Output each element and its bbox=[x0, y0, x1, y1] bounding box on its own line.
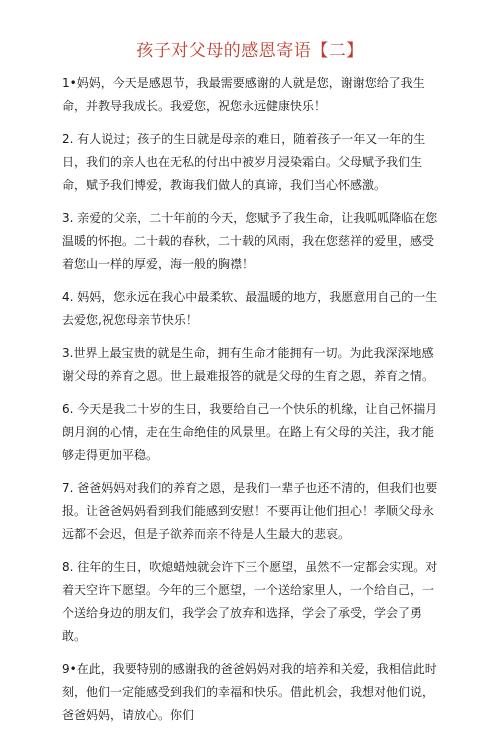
paragraph-4: 4. 妈妈，您永远在我心中最柔软、最温暖的地方，我愿意用自己的一生去爱您,祝您母亲节快乐！ bbox=[62, 290, 438, 327]
document-body bbox=[62, 72, 444, 737]
paragraph-7: 7. 爸爸妈妈对我们的养育之恩，是我们一辈子也还不清的，但我们也要报。让爸爸妈妈看到我们能感到安慰！不要再让他们担心！孝顺父母永远都不会迟，但是子欲养而亲不待是人生最大的悲哀。 bbox=[62, 481, 438, 541]
paragraph-5: 3.世界上最宝贵的就是生命，拥有生命才能拥有一切。为此我深深地感谢父母的养育之恩。世上最难报答的就是父母的生育之恩，养育之情。 bbox=[62, 346, 435, 383]
paragraph-6: 6. 今天是我二十岁的生日，我要给自己一个快乐的机缘，让自己怀揣月朗月润的心情，走在生命绝佳的风景里。在路上有父母的关注，我才能够走得更加平稳。 bbox=[62, 402, 438, 462]
paragraph-8: 8. 往年的生日，吹熄蜡烛就会许下三个愿望，虽然不一定都会实现。对着天空许下愿望。今年的三个愿望，一个送给家里人，一个给自己，一个送给身边的朋友们，我学会了放弃和选择，学会了承受，学会了勇敢。 bbox=[62, 560, 438, 643]
paragraph-3: 3. 亲爱的父亲，二十年前的今天，您赋予了我生命，让我呱呱降临在您温暖的怀抱。二十载的春秋，二十载的风雨，我在您慈祥的爱里，感受着您山一样的厚爱，海一般的胸襟！ bbox=[62, 211, 438, 271]
paragraph-2: 2. 有人说过；孩子的生日就是母亲的难日，随着孩子一年又一年的生日，我们的亲人也在无私的付出中被岁月浸染霜白。父母赋予我们生命，赋予我们博爱，教诲我们做人的真谛，我们当心怀感激。 bbox=[62, 132, 426, 192]
paragraph-9: 9•在此，我要特别的感谢我的爸爸妈妈对我的培养和关爱，我相信此时刻，他们一定能感受到我们的幸福和快乐。借此机会，我想对他们说，爸爸妈妈，请放心。你们 bbox=[62, 662, 437, 722]
document-title: 孩子对父母的感恩寄语【二】 bbox=[136, 41, 364, 61]
paragraph-1: 1•妈妈，今天是感恩节，我最需要感谢的人就是您，谢谢您给了我生命，并教导我成长。我爱您，祝您永远健康快乐！ bbox=[62, 76, 425, 113]
